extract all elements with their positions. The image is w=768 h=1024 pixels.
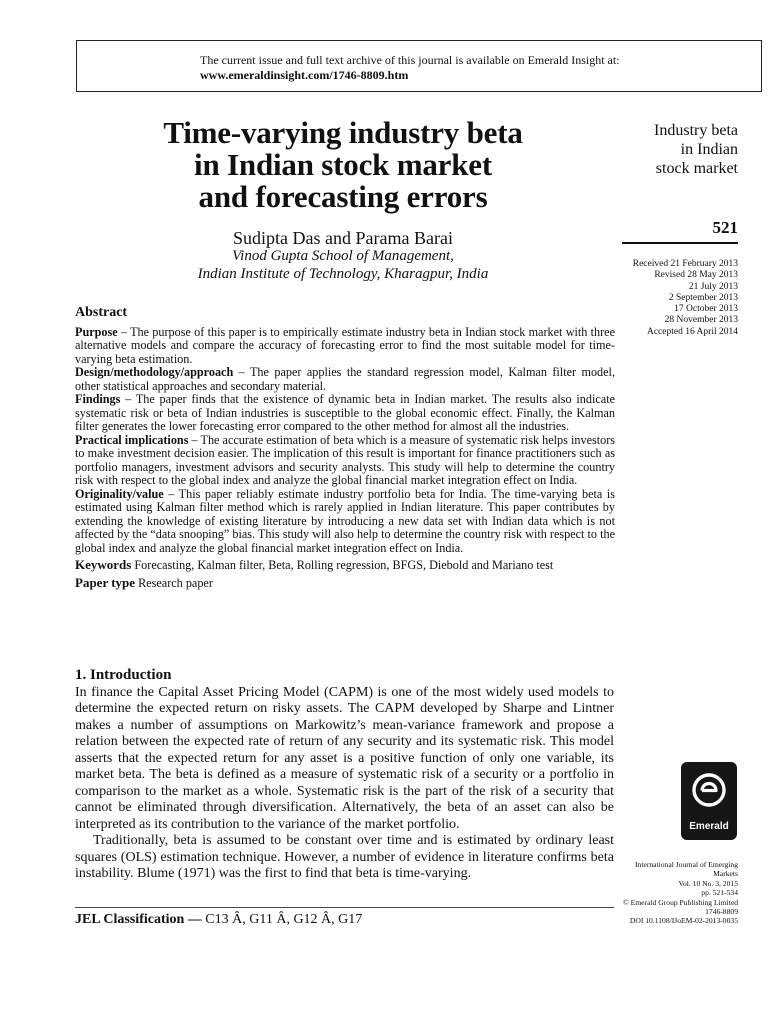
journal-info-line: © Emerald Group Publishing Limited [622, 897, 738, 907]
emerald-e-icon [690, 771, 728, 809]
history-line: Accepted 16 April 2014 [646, 326, 738, 337]
history-line: 28 November 2013 [664, 315, 738, 326]
keywords-text: Forecasting, Kalman filter, Beta, Rolling regression, BFGS, Diebold and Mariano test [131, 558, 554, 572]
abstract-purpose [75, 326, 615, 367]
archive-notice-url[interactable]: www.emeraldinsight.com/1746-8809.htm [200, 68, 409, 82]
archive-notice-box [76, 40, 762, 92]
purpose-text: – The purpose of this paper is to empirically estimate industry beta in Indian stock market with three alternative models and compare the accuracy of forecasting error to find the most suitable model for time-varying beta estimation. [75, 324, 615, 366]
affiliation-line: Vinod Gupta School of Management, [232, 248, 454, 264]
jel-codes: C13 Â, G11 Â, G12 Â, G17 [201, 912, 363, 927]
history-line: Revised 28 May 2013 [654, 270, 738, 281]
history-line: 2 September 2013 [668, 292, 738, 303]
paper-type-label: Paper type [75, 574, 136, 590]
article-title [76, 117, 610, 213]
running-title-line: Industry beta [654, 122, 738, 139]
abstract-heading: Abstract [75, 305, 128, 320]
originality-label: Originality/value [75, 486, 164, 501]
journal-info [600, 860, 738, 926]
jel-label: JEL Classification — [75, 912, 202, 927]
history-line: 21 July 2013 [688, 281, 738, 292]
design-label: Design/methodology/approach [75, 365, 234, 379]
history-line: Received 21 February 2013 [632, 259, 738, 269]
abstract-originality [75, 488, 615, 556]
journal-info-line: pp. 521-534 [701, 888, 738, 898]
running-title-line: stock market [655, 160, 738, 177]
title-line: Time-varying industry beta [163, 115, 523, 150]
affiliation-line: Indian Institute of Technology, Kharagpur, India [197, 266, 489, 282]
intro-paragraph: In finance the Capital Asset Pricing Model (CAPM) is one of the most widely used models to determine the expected return on risky assets. The CAPM developed by Sharpe and Lintner makes a number of assumptions on Markowitz’s mean-variance framework and propose a relation between the expected rate of return of any security and its systematic risk. This model asserts that the expected return for any asset is a positive function of only one variable, its market beta. The beta is defined as a measure of systematic risk of a security or a portfolio in comparison to the market as a whole. Systematic risk is the part of the risk of a security that cannot be eliminated through diversification. Alternatively, the beta of an asset can also be interpreted as its contribution to the variance of the market portfolio. [75, 684, 614, 832]
practical-text: – The accurate estimation of beta which is a measure of systematic risk helps investors to make investment decision easier. The implication of this result is important for finance practitioners such as portfolio managers, investment advisors and security analysts. This study will help to determine the country risk with respect to the global index and analyze the global financial market integration effect on India. [75, 432, 615, 487]
journal-info-line: Markets [713, 869, 738, 879]
title-line: and forecasting errors [198, 179, 488, 214]
abstract-practical [75, 434, 615, 488]
purpose-label: Purpose [75, 324, 118, 339]
keywords-label: Keywords [75, 557, 132, 572]
journal-info-line: Vol. 10 No. 3, 2015 [678, 878, 738, 888]
running-title-line: in Indian [680, 141, 738, 158]
footnote-rule [75, 907, 614, 908]
authors: Sudipta Das and Parama Barai [233, 228, 453, 248]
journal-info-line: 1746-8809 [705, 907, 738, 917]
design-text: – The paper applies the standard regression model, Kalman filter model, other statistical approaches and secondary material. [75, 365, 615, 393]
abstract-design [75, 366, 615, 393]
paper-type-text: Research paper [135, 575, 213, 590]
abstract-paper-type [75, 576, 615, 591]
journal-info-line: DOI 10.1108/IJoEM-02-2013-0035 [629, 916, 738, 926]
findings-text: – The paper finds that the existence of dynamic beta in Indian market. The results also indicate systematic risk or beta of Indian industries is susceptible to the global economic effect. Finally, the Kalman filter generates the lower forecasting error compared to the other method for almost all the industries. [75, 392, 615, 433]
archive-notice-text: The current issue and full text archive of this journal is available on Emerald Insight at: [200, 53, 620, 67]
jel-classification [75, 912, 614, 928]
emerald-logo [681, 762, 737, 840]
findings-label: Findings [75, 392, 121, 406]
affiliation [76, 247, 610, 283]
page-number: 521 [712, 218, 738, 237]
journal-info-line: International Journal of Emerging [635, 860, 738, 869]
abstract [75, 306, 615, 590]
history-line: 17 October 2013 [674, 304, 738, 315]
introduction-section [75, 667, 614, 883]
intro-paragraph: Traditionally, beta is assumed to be constant over time and is estimated by ordinary least squares (OLS) estimation technique. However, a number of evidence in literature confirms beta instability. Blume (1971) was the first to find that beta is time-varying. [75, 833, 614, 881]
emerald-logo-text: Emerald [689, 821, 729, 832]
abstract-findings [75, 393, 615, 434]
article-history [600, 259, 738, 338]
title-line: in Indian stock market [194, 147, 492, 182]
originality-text: – This paper reliably estimate industry portfolio beta for India. The time-varying beta is estimated using Kalman filter method which is rarely applied in Indian literature. This paper contributes by extending the knowledge of existing literature by introducing a new data set with Indian data which is not affected by the “data snooping” bias. This study will also help to determine the country risk with respect to the global index and analyze the global financial market integration effect on India. [75, 486, 615, 555]
practical-label: Practical implications [75, 432, 189, 447]
page-number-rule [622, 242, 738, 244]
abstract-keywords [75, 558, 615, 573]
section-heading: 1. Introduction [75, 667, 172, 683]
running-title [600, 121, 738, 178]
